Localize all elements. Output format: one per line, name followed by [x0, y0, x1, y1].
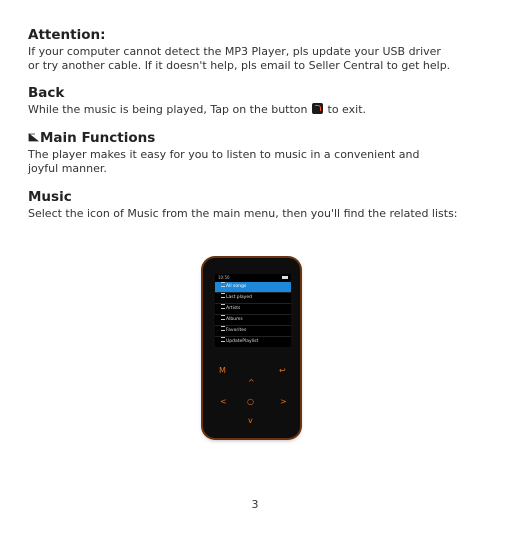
- battery-icon: [282, 276, 288, 279]
- music-section: [28, 189, 498, 221]
- back-key: ↩: [279, 366, 286, 375]
- music-line-1: Select the icon of Music from the main menu, then you'll find the related lists:: [28, 207, 458, 220]
- mp3-player-image: [203, 258, 300, 438]
- main-functions-line-2: joyful manner.: [28, 162, 107, 175]
- back-heading: Back: [28, 85, 65, 101]
- menu-item-update-playlist: UpdatePlaylist: [215, 337, 291, 347]
- left-key: <: [220, 397, 227, 406]
- center-key: ○: [247, 397, 254, 406]
- up-key: ^: [248, 378, 255, 387]
- list-icon: [221, 293, 225, 298]
- player-status-bar: [215, 274, 291, 282]
- page-number: 3: [251, 498, 259, 511]
- player-screen: [215, 274, 291, 347]
- music-heading: Music: [28, 189, 72, 205]
- main-functions-section: [28, 130, 498, 176]
- arrow-icon: [28, 133, 39, 142]
- attention-line-2: or try another cable. If it doesn't help, pls email to Seller Central to get help.: [28, 59, 451, 72]
- main-functions-title: Main Functions: [40, 130, 156, 146]
- menu-item-last-played: Last played: [215, 293, 291, 304]
- back-text-before: While the music is being played, Tap on the button: [28, 103, 308, 116]
- down-key: v: [248, 416, 253, 425]
- menu-key: M: [219, 366, 226, 375]
- menu-item-artists: Artists: [215, 304, 291, 315]
- attention-section: [28, 27, 498, 73]
- main-functions-heading: [28, 130, 498, 146]
- list-icon: [221, 337, 225, 342]
- return-icon: [312, 103, 323, 114]
- menu-item-all-songs: All songs: [215, 282, 291, 293]
- list-icon: [221, 315, 225, 320]
- attention-line-1: If your computer cannot detect the MP3 Player, pls update your USB driver: [28, 45, 441, 58]
- back-section: [28, 85, 498, 117]
- list-icon: [221, 304, 225, 309]
- back-text: [28, 103, 498, 117]
- attention-heading: Attention:: [28, 27, 106, 43]
- right-key: >: [280, 397, 287, 406]
- main-functions-line-1: The player makes it easy for you to listen to music in a convenient and: [28, 148, 420, 161]
- player-status-time: 10:50: [218, 275, 230, 280]
- list-icon: [221, 326, 225, 331]
- menu-item-albums: Albums: [215, 315, 291, 326]
- list-icon: [221, 282, 225, 287]
- back-text-after: to exit.: [327, 103, 367, 116]
- menu-item-favorites: Favorites: [215, 326, 291, 337]
